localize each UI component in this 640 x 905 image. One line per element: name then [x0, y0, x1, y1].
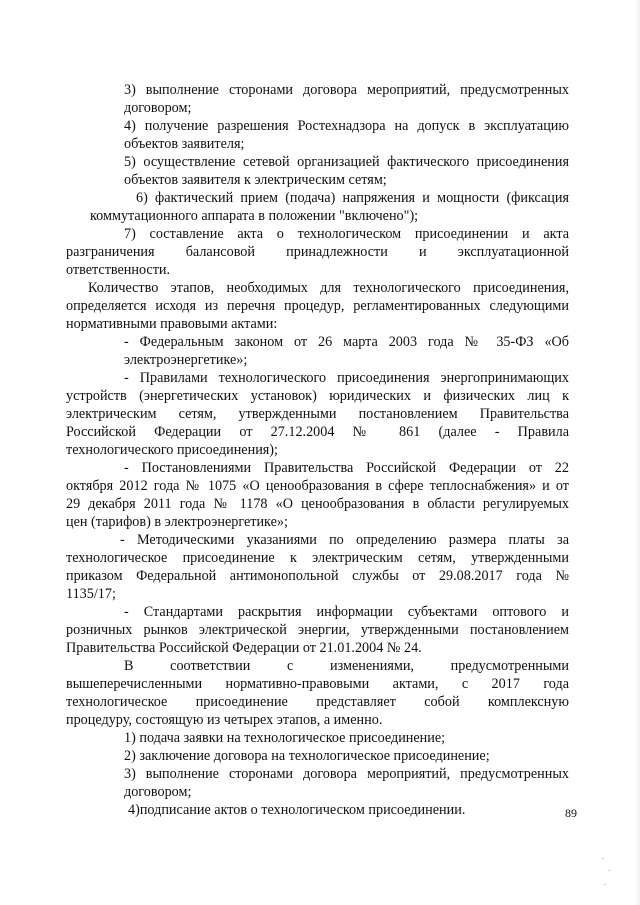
text-line: - Правилами технологического присоединения энергопринимающих	[124, 370, 569, 386]
text-line: разграничения балансовой принадлежности и эксплуатационной	[66, 244, 569, 260]
text-line: нормативными правовыми актами:	[66, 316, 278, 332]
text-line: Количество этапов, необходимых для технологического присоединения,	[88, 280, 569, 296]
scan-speck	[602, 858, 604, 859]
text-line: определяется исходя из перечня процедур, регламентированных следующими	[66, 298, 569, 314]
text-line: 7) составление акта о технологическом присоединении и акта	[124, 226, 569, 242]
text-line: В соответствии с изменениями, предусмотренными	[124, 658, 569, 674]
scan-speck	[608, 870, 610, 871]
text-line: 5) осуществление сетевой организацией фактического присоединения	[124, 154, 569, 170]
text-line: Российской Федерации от 27.12.2004 № 861 (далее - Правила	[66, 424, 569, 440]
text-line: Правительства Российской Федерации от 21.01.2004 № 24.	[66, 640, 422, 656]
text-line: 1) подача заявки на технологическое присоединение;	[124, 730, 446, 746]
text-line: 6) фактический прием (подача) напряжения и мощности (фиксация	[136, 190, 569, 206]
text-line: технологического присоединения);	[66, 442, 278, 458]
text-line: электроэнергетике»;	[124, 352, 248, 368]
text-line: устройств (энергетических установок) юридических и физических лиц к	[66, 388, 569, 404]
text-line: цен (тарифов) в электроэнергетике»;	[66, 514, 288, 530]
text-line: - Стандартами раскрытия информации субъектами оптового и	[124, 604, 569, 620]
text-line: 29 декабря 2011 года № 1178 «О ценообразования в области регулируемых	[66, 496, 569, 512]
text-line: 4) получение разрешения Ростехнадзора на допуск в эксплуатацию	[124, 118, 569, 134]
text-line: ответственности.	[66, 262, 171, 278]
page-number: 89	[565, 806, 577, 820]
text-line: договором;	[124, 784, 192, 800]
text-line: приказом Федеральной антимонопольной службы от 29.08.2017 года №	[66, 568, 569, 584]
text-line: объектов заявителя к электрическим сетям;	[124, 172, 387, 188]
scan-edge-shadow	[634, 0, 640, 905]
text-line: объектов заявителя;	[124, 136, 245, 152]
text-line: - Постановлениями Правительства Российской Федерации от 22	[124, 460, 569, 476]
text-line: октября 2012 года № 1075 «О ценообразования в сфере теплоснабжения» и от	[66, 478, 569, 494]
text-line: технологическое присоединение к электрическим сетям, утвержденными	[66, 550, 569, 566]
text-line: 3) выполнение сторонами договора мероприятий, предусмотренных	[124, 766, 569, 782]
text-line: розничных рынков электрической энергии, утвержденными постановлением	[66, 622, 569, 638]
text-line: 4)подписание актов о технологическом присоединении.	[128, 802, 466, 818]
text-line: 3) выполнение сторонами договора мероприятий, предусмотренных	[124, 82, 569, 98]
text-line: процедуру, состоящую из четырех этапов, а именно.	[66, 712, 383, 728]
text-line: - Федеральным законом от 26 марта 2003 года № 35-ФЗ «Об	[124, 334, 569, 350]
text-line: электрическим сетям, утвержденными постановлением Правительства	[66, 406, 569, 422]
scan-speck	[604, 884, 606, 885]
text-line: технологическое присоединение представляет собой комплексную	[66, 694, 569, 710]
text-line: 2) заключение договора на технологическое присоединение;	[124, 748, 490, 764]
text-line: договором;	[124, 100, 192, 116]
text-line: вышеперечисленными нормативно-правовыми актами, с 2017 года	[66, 676, 569, 692]
text-line: 1135/17;	[66, 586, 116, 602]
text-line: - Методическими указаниями по определению размера платы за	[120, 532, 569, 548]
text-line: коммутационного аппарата в положении "включено");	[90, 208, 419, 224]
